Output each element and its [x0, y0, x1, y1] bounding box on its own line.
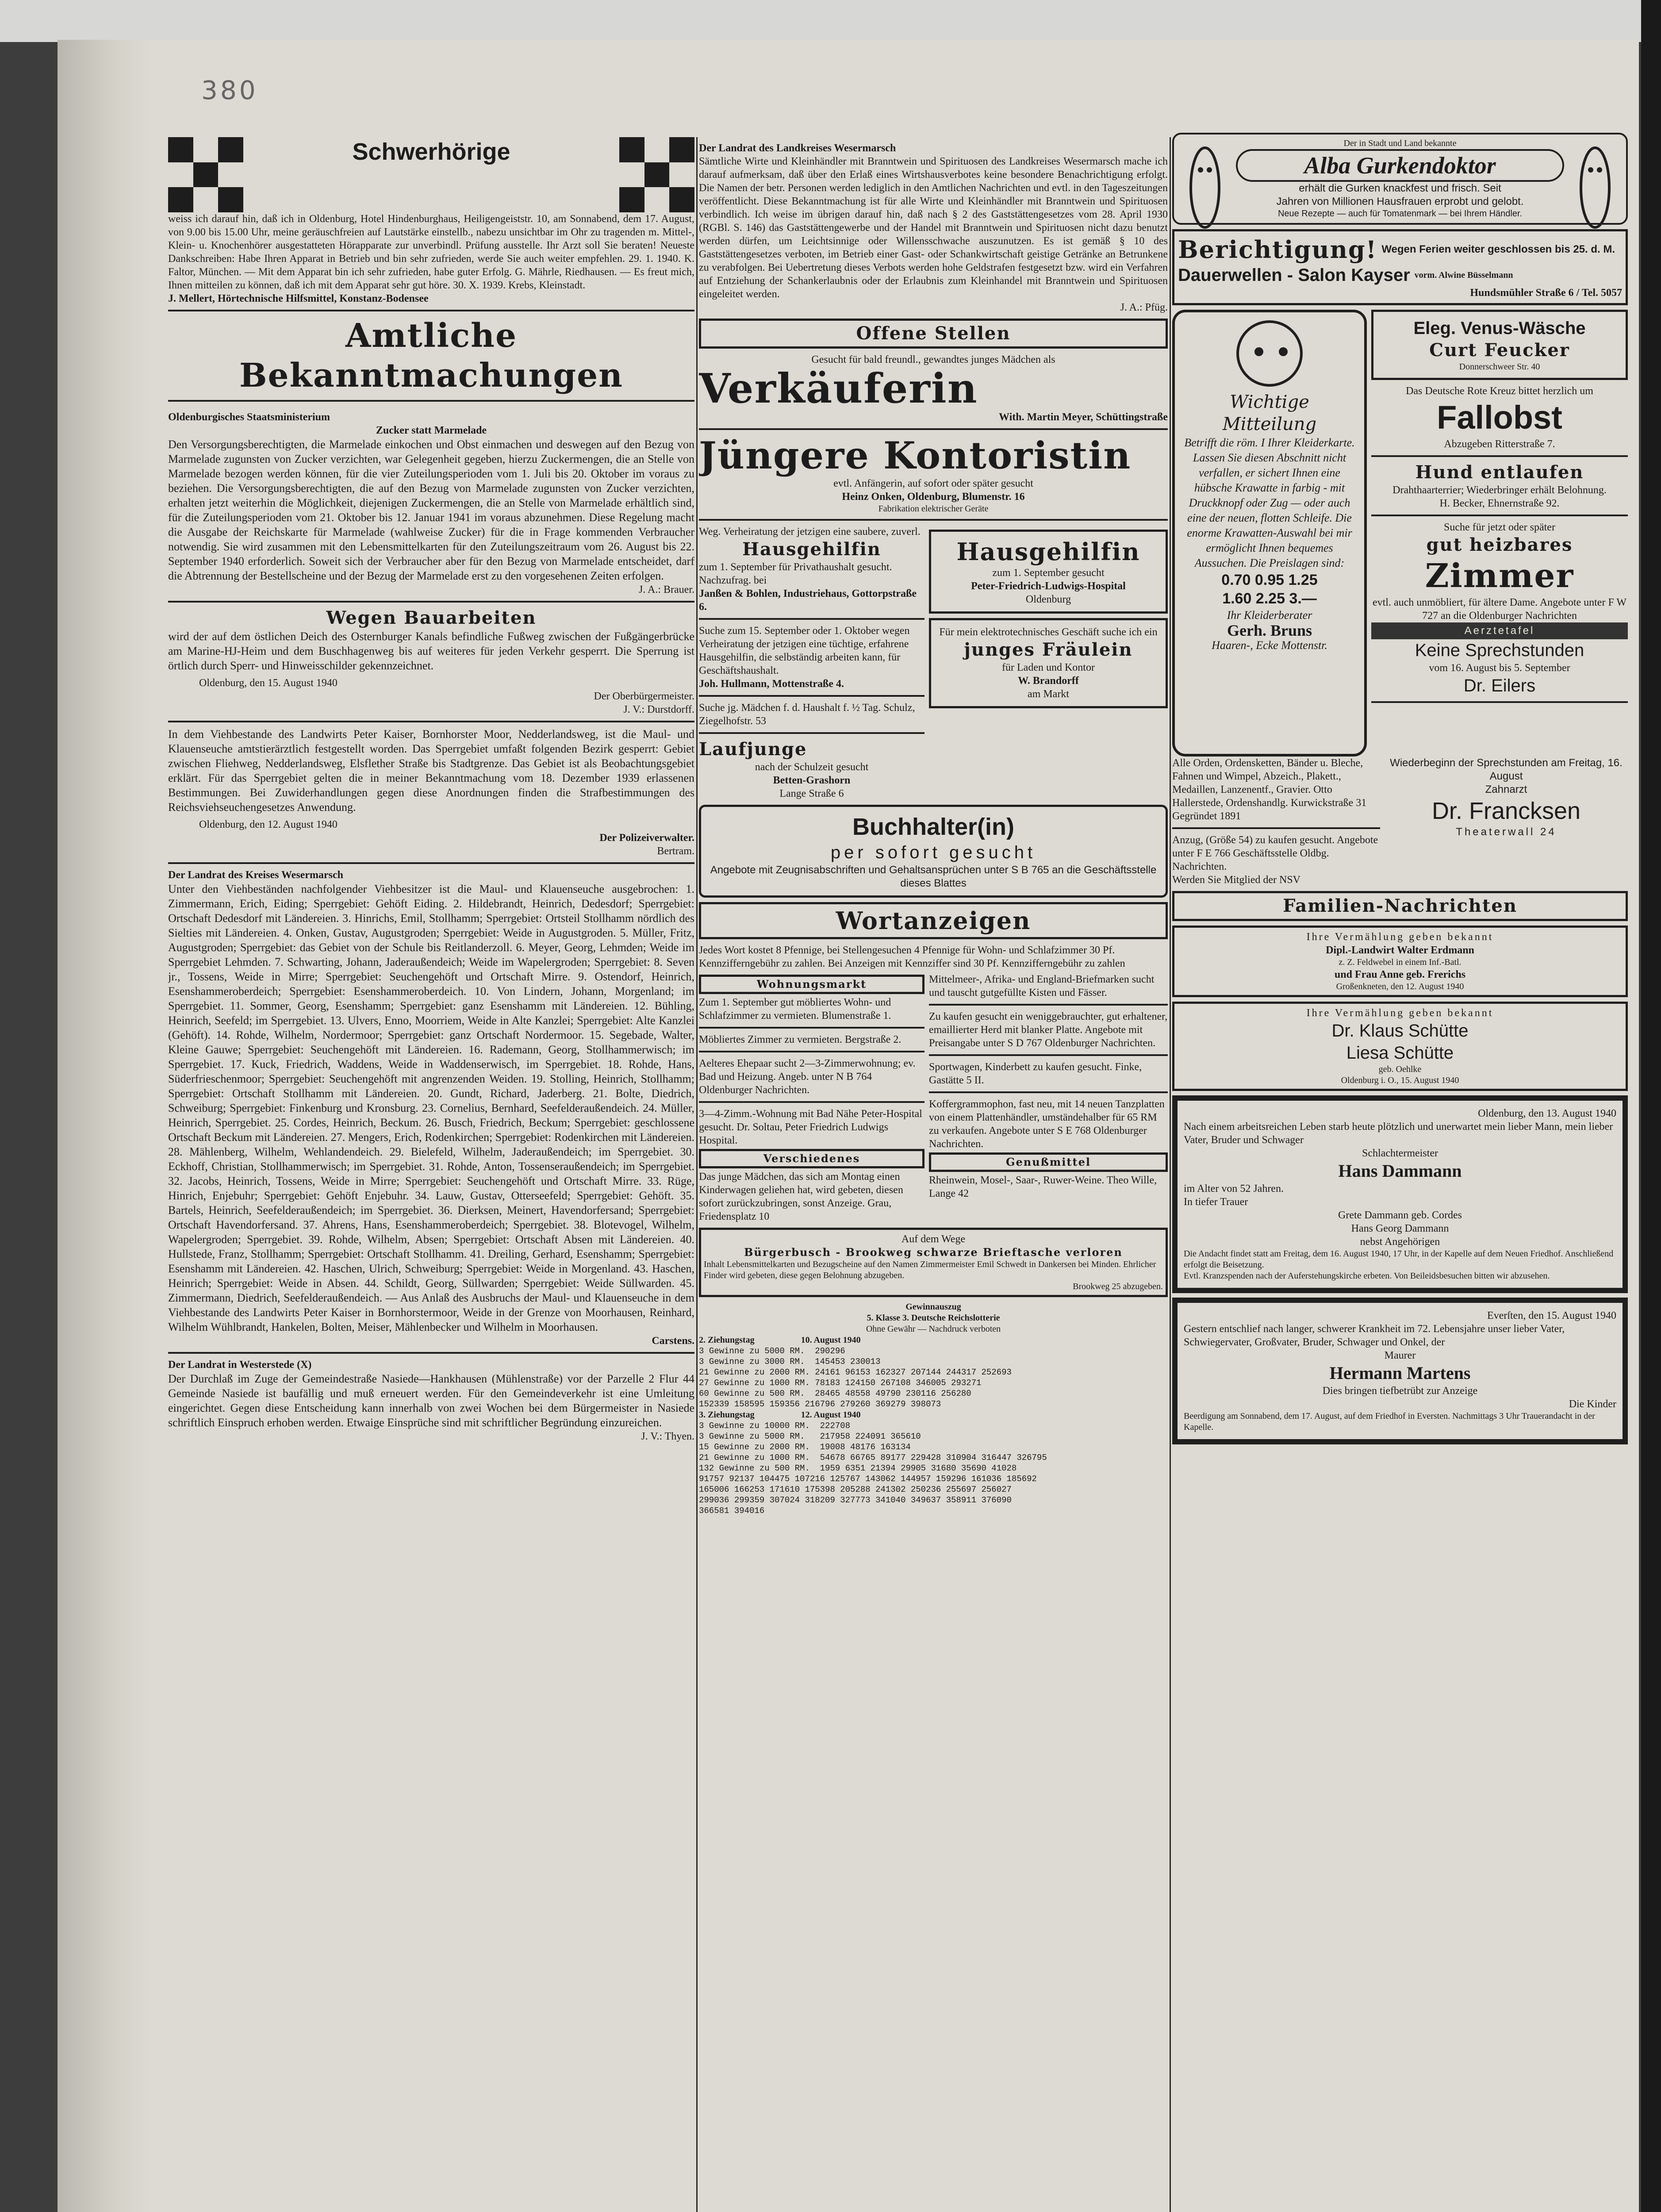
dog-address: H. Becker, Ehnernstraße 92.	[1439, 498, 1560, 509]
francksen-name: Dr. Francksen	[1431, 798, 1581, 824]
notice-body: Den Versorgungsberechtigten, die Marmelade einkochen und Obst einmachen und deswegen auf den Bezug von Marmelade zugunsten von Zucker verzichten, war Gelegenheit gegeben, hierzu Zuckermengen, die an Stelle von Marmelade bezogen werden können, für die vier Zuteilungsperioden vom 1. Juli bis 20. Oktober im voraus zu beziehen. Die Versorgungsberechtigten, die auf den Bezug von Marmelade zugunsten von Zucker verzichten, erhalten jetzt weiterhin die Möglichkeit, diejenigen Zuckermengen, die an Stelle von Marmelade erhältlich sind, für die Zuteilungsperioden vom 21. Oktober bis 12. Januar 1941 im voraus abzunehmen. Diese Regelung macht die Ausgabe der Reichskarte für Marmelade (wahlweise Zucker) für die in Frage kommenden Verbraucher notwendig. Sie wird zusammen mit den Lebensmittelkarten für den Zuteilungszeitraum vom 26. August bis 22. September 1940 erforderlich. Soweit sich der Verbraucher aber für den Bezug von Marmelade entscheidet, darf die Abtrennung der Bestellscheine und der Bezug der Marmelade erst zu den vorgesehenen Zeiten erfolgen.	[168, 438, 694, 582]
kayser-address: Hundsmühler Straße 6 / Tel. 5057	[1470, 287, 1622, 299]
death-mourning: In tiefer Trauer	[1184, 1196, 1248, 1208]
job-title: Hausgehilfin	[742, 539, 881, 560]
room-sub: gut heizbares	[1426, 534, 1573, 555]
room-title: Zimmer	[1425, 557, 1574, 595]
job-title: junges Fräulein	[964, 639, 1133, 660]
hearing-title: Schwerhörige	[352, 138, 510, 165]
lower-left	[1172, 757, 1380, 873]
ad-text: Betrifft die röm. I Ihrer Kleiderkarte. Lassen Sie diesen Abschnitt nicht verfallen, er sichert Ihnen eine hübsche Krawatte in farbig - mit Druckknopf oder Zug — oder auch eine der neuen, flotten Schleife. Die enorme Krawatten-Auswahl bei mir ermöglicht Ihnen bequemes Aussuchen. Die Preislagen sind:	[1184, 436, 1355, 569]
alba-text: Jahren von Millionen Hausfrauen erprobt und gelobt.	[1276, 196, 1524, 207]
job-location: Oldenburg	[1025, 594, 1071, 605]
death-date: Oldenburg, den 13. August 1940	[1478, 1108, 1616, 1119]
death-title: Maurer	[1384, 1350, 1416, 1361]
divider	[168, 862, 694, 864]
divider	[929, 1004, 1168, 1006]
notice-signature: J. A.: Pfüg.	[1120, 302, 1168, 313]
job-firm: Heinz Onken, Oldenburg, Blumenstr. 16	[842, 491, 1025, 503]
right-ads	[1371, 310, 1628, 757]
lottery-title: Gewinnauszug	[905, 1302, 961, 1312]
hearing-signature: J. Mellert, Hörtechnische Hilfsmittel, Konstanz-Bodensee	[168, 293, 429, 304]
job-text: Suche zum 15. September oder 1. Oktober wegen Verheiratung der jetzigen eine tüchtige, erfahrene Hausgehilfin, die selbständig arbeiten kann, für Geschäftshaushalt.	[699, 625, 910, 676]
face-drawing-icon	[1236, 320, 1303, 387]
notice-date: Oldenburg, den 12. August 1940	[199, 819, 338, 830]
notice-heading: Der Landrat des Kreises Wesermarsch	[168, 869, 343, 881]
divider	[699, 695, 924, 697]
divider	[1172, 827, 1380, 829]
death-name: Hermann Martens	[1329, 1363, 1471, 1383]
classified: Koffergrammophon, fast neu, mit 14 neuen Tanzplatten von einem Plattenhändler, umständehalber für 65 RM zu verkaufen. Angebote unter S E 768 Oldenburger Nachrichten.	[929, 1098, 1165, 1150]
family-header	[1172, 891, 1628, 921]
notice-body: Der Durchlaß im Zuge der Gemeindestraße Nasiede—Hankhausen (Mühlenstraße) vor der Parzelle 2 Flur 44 Gemeinde Nasiede ist baufällig und muß erneuert werden. Für den Gemeindeverkehr ist eine Umleitung eingerichtet. Gegen diese Entscheidung kann innerhalb von zwei Wochen bei dem Bürgermeister in Nasiede schriftlich Einspruch erhoben werden. Etwaige Einsprüche sind mit schriftlicher Begründung einzureichen.	[168, 1372, 694, 1429]
room-ad	[1371, 521, 1628, 622]
death-notice-2	[1172, 1298, 1628, 1444]
kayser-ad	[1172, 229, 1628, 305]
wedding-notice-2	[1172, 1002, 1628, 1091]
column-rule	[1170, 137, 1171, 2212]
lost-intro: Auf dem Wege	[901, 1233, 966, 1245]
classifieds-grid	[699, 973, 1168, 1223]
classifieds-left	[699, 973, 924, 1223]
lottery-note: Ohne Gewähr — Nachdruck verboten	[866, 1324, 1001, 1334]
jobs-grid	[699, 525, 1168, 800]
divider	[699, 1051, 924, 1052]
job-box	[929, 618, 1168, 708]
job-intro: Gesucht für bald freundl., gewandtes junges Mädchen als	[811, 354, 1055, 365]
notice-signature: Der Oberbürgermeister.	[594, 691, 694, 702]
bookkeeper-ad	[699, 805, 1168, 898]
job-firm: W. Brandorff	[1018, 675, 1079, 687]
lost-title: Bürgerbusch - Brookweg schwarze Brieftasche verloren	[744, 1246, 1123, 1259]
red-cross-ad	[1371, 384, 1628, 451]
eilers-ad	[1371, 639, 1628, 697]
death-funeral: Beerdigung am Sonnabend, dem 17. August, auf dem Friedhof in Eversten. Nachmittags 3 Uhr Trauerandacht in der Kapelle.	[1184, 1411, 1595, 1432]
job-title: Hausgehilfin	[956, 538, 1140, 566]
lottery-table: 3 Gewinne zu 10000 RM. 222708 3 Gewinne zu 5000 RM. 217958 224091 365610 15 Gewinne zu 2000 RM. 19008 48176 163134 21 Gewinne zu 1000 RM. 54678 66765 89177 229428 310904 316447 326795 132 Gewinne zu 500 RM. 1959 6351 21394 29905 31680 35690 41028 91757 92137 104475 107216 125767 143062 144957 159296 161036 185692 165006 166253 171610 175398 205288 241302 250236 255697 256027 299036 299359 307024 318209 327773 341040 349637 358911 376090 366581 394016	[699, 1421, 1047, 1516]
lost-item-ad	[699, 1228, 1168, 1297]
job-firm: With. Martin Meyer, Schüttingstraße	[999, 411, 1168, 423]
job-text: per sofort gesucht	[830, 843, 1036, 862]
nsv-line: Werden Sie Mitglied der NSV	[1172, 874, 1301, 886]
notice-date: Oldenburg, den 15. August 1940	[199, 677, 338, 689]
kayser-former: vorm. Alwine Büsselmann	[1414, 270, 1513, 280]
eilers-name: Dr. Eilers	[1463, 676, 1536, 695]
wedding-bride: und Frau Anne geb. Frerichs	[1334, 969, 1466, 980]
notice-subheading: Zucker statt Marmelade	[376, 425, 487, 436]
divider	[168, 400, 694, 402]
divider	[1371, 515, 1628, 516]
classified: 3—4-Zimm.-Wohnung mit Bad Nähe Peter-Hospital gesucht. Dr. Soltau, Peter Friedrich Ludwigs Hospital.	[699, 1108, 922, 1146]
classified: Rheinwein, Mosel-, Saar-, Ruwer-Weine. Theo Wille, Lange 42	[929, 1175, 1157, 1199]
death-text: Nach einem arbeitsreichen Leben starb heute plötzlich und unerwartet mein lieber Mann, mein lieber Vater, Bruder und Schwager	[1184, 1121, 1613, 1146]
section-title: Verschiedenes	[763, 1152, 860, 1165]
notice-body: Unter den Viehbeständen nachfolgender Viehbesitzer ist die Maul- und Klauenseuche ausgebrochen: 1. Zimmermann, Erich, Eiding; Sperrgebiet: Gehöft Eiding. 2. Hildebrandt, Heinrich, Dedesdorf; Sperrgebiet: Ortschaft Dedesdorf mit Ländereien. 3. Hinrichs, Emil, Stollhamm; Sperrgebiet: Ortsteil Stollhamm nördlich des Sielties mit Ländereien. 4. Onken, Gustav, Augustgroden; Sperrgebiet: Weide in Augustgroden. 5. Müller, Fritz, Augustgroden; Sperrgebiet: das Gebiet von der Schule bis Reitlanderzoll. 6. Meyer, Georg, Lehmden; Weide im Sperrgebiet Lehmden. 7. Schwarting, Johann, Jaderaußendeich; Weide im Wapelergroden; Sperrgebiet: 8. Seven jr., Tossens, Weide in Mirre; Sperrgebiet: Seuchengehöft und Ortschaft Mirre. 9. Ostendorf, Heinrich, Esenshammeroberdeich; Sperrgebiet: Esenshammeroberdeich. 10. Von Lindern, Johann, Morgenland; im Sperrgebiet. 11. Sommer, Georg, Esenshamm; Sperrgebiet: ganz Esenshamm mit Ländereien. 12. Bühling, Heinrich, Seefeld; im Sperrgebiet. 13. Ulvers, Enno, Moorriem, Weide in Alte Kanzlei; Sperrgebiet: Alte Kanzlei (Gehöft). 14. Rohde, Wilhelm, Nordermoor; Sperrgebiet: ganz Ortschaft Nordermoor. 15. Segebade, Walter, Kleine Gauwe; Sperrgebiet: Seuchengehöft mit Ländereien. 16. Rademann, Georg, Stollhammerwisch; im Sperrgebiet. 17. Kuck, Friedrich, Waddens, Weide in Waddenserwisch, im Sperrgebiet. 18. Rohde, Hans, Süderfrieschenmoor; Sperrgebiet: Seuchengehöft mit angrenzenden Weiden. 19. Stolling, Heinrich, Stollhamm; Sperrgebiet: Ortschaft Stollhamm mit Ländereien. 20. Gundt, Richard, Jaderberg. 21. Bolte, Diedrich, Schweiburg; Sperrgebiet: Finkenburg und Kronsburg. 23. Cornelius, Bernhard, Seefelderaußendeich. 24. Müller, Heinrich, Sperrgebiet. 25. Cordes, Heinrich, Beckum. 26. Busch, Friedrich, Beckum; Sperrgebiet: geschlossene Ortschaft Beckum mit Ländereien. 27. Mengers, Erich, Rodenkirchen; Sperrgebiet: Rodenkirchen mit Ländereien. 28. Mählenberg, Wilhelm, Wehlandendeich. 29. Bielefeld, Wilhelm, Jaderaußendeich; im Sperrgebiet. 30. Eckhoff, Christian, Stollhammerwisch; im Sperrgebiet. 31. Rohde, Anton, Tossenseraußendeich; im Sperrgebiet. 32. Jacobs, Heinrich, Tossens, Weide in Mirre; Sperrgebiet: Seuchengehöft und Ortschaft Mirre. 33. Rüge, Hinrich, Enjebuhr; Sperrgebiet: Gehöft Enjebuhr. 34. Lauw, Gustav, Otterseefeld; Sperrgebiet: Gehöft. 35. Bartels, Heinrich, Seefelderaußendeich; im Sperrgebiet. 36. Dierksen, Meinert, Havendorfersand; Sperrgebiet: Ortschaft Havendorfersand. 37. Ahrens, Hans, Esenshammeroberdeich; Sperrgebiet. 38. Blotevogel, Wilhelm, Wapelergroden; Sperrgebiet. 39. Rohde, Wilhelm, Absen; Sperrgebiet: Ortschaft Absen mit Ländereien. 40. Hullstede, Franz, Stollhamm; Sperrgebiet: Ortschaft Stollhamm. 41. Dreiling, Gerhard, Esenshamm; Sperrgebiet: Esenshamm mit Ländereien. 42. Haschen, Ulrich, Schweiburg; Sperrgebiet: Weide in Morgenland. 43. Haschen, Heinrich; Sperrgebiet: Weide in Absen. 44. Schildt, Georg, Süllwarden; Sperrgebiet: Weide Süllwarden. 45. Zimmermann, Diedrich, Seefelderaußendeich. — Aus Anlaß des Ausbruchs der Maul- und Klauenseuche in dem Viehbestande des Landwirts Peter Kaiser in Bornhorstermoor, Weide in der Grenze von Moorhausen, Reinhard, Wilhelm Wühlbrandt, Hankelen, Bolten, Meiser, Mählenbecker und Wilhelm in Moorhausen.	[168, 883, 694, 1333]
job-text: Suche jg. Mädchen f. d. Haushalt f. ½ Tag. Schulz, Ziegelhofstr. 53	[699, 702, 915, 727]
alba-text: Neue Rezepte — auch für Tomatenmark — bei Ihrem Händler.	[1277, 209, 1523, 219]
classified: Das junge Mädchen, das sich am Montag einen Kinderwagen geliehen hat, wird gebeten, diesen sofort zurückzubringen, sonst Anzeige. Grau, Friedensplatz 10	[699, 1171, 903, 1222]
divider	[699, 732, 924, 734]
column-rule	[696, 137, 698, 2212]
divider	[929, 1091, 1168, 1093]
job-location: Lange Straße 6	[779, 788, 844, 799]
divider	[1371, 701, 1628, 703]
wedding-groom: Dr. Klaus Schütte	[1331, 1021, 1469, 1041]
column-middle	[699, 142, 1168, 2194]
dog-ad	[1371, 461, 1628, 510]
dog-text: Drahthaarterrier; Wiederbringer erhält Belohnung.	[1392, 484, 1607, 496]
red-cross-text: Das Deutsche Rote Kreuz bittet herzlich um	[1406, 385, 1593, 397]
krawatte-ad	[1172, 310, 1367, 757]
job-text: Angebote mit Zeugnisabschriften und Gehaltsansprüchen unter S B 765 an die Geschäftsstelle dieses Blattes	[710, 864, 1157, 889]
divider	[168, 721, 694, 722]
death-family: Grete Dammann geb. Cordes Hans Georg Dammann nebst Angehörigen	[1338, 1210, 1462, 1248]
job-text: Weg. Verheiratung der jetzigen eine saubere, zuverl.	[699, 526, 921, 538]
lower-ads	[1172, 757, 1628, 873]
notice-signature: Carstens.	[652, 1335, 694, 1347]
francksen-text: Wiederbeginn der Sprechstunden am Freitag, 16. August	[1390, 757, 1623, 782]
venus-title: Eleg. Venus-Wäsche	[1413, 319, 1586, 338]
wedding-maiden: geb. Oehlke	[1378, 1064, 1422, 1074]
pickle-figure-icon	[1183, 139, 1227, 232]
divider	[1371, 455, 1628, 457]
job-firm: Betten-Grashorn	[773, 775, 851, 786]
alba-top: Der in Stadt und Land bekannte	[1343, 138, 1457, 148]
job-text: Für mein elektrotechnisches Geschäft suche ich ein	[939, 626, 1158, 638]
classifieds-right	[929, 973, 1168, 1223]
job-location: am Markt	[1028, 688, 1069, 700]
hearing-ad	[168, 137, 694, 212]
ad-prices: 0.70 0.95 1.25	[1221, 572, 1318, 588]
venus-ad	[1371, 310, 1628, 380]
pickle-figure-icon	[1573, 139, 1617, 232]
ad-prices: 1.60 2.25 3.—	[1222, 590, 1317, 607]
column-left	[168, 80, 694, 2177]
job-title: Verkäuferin	[699, 365, 978, 412]
notice-signature: Bertram.	[657, 845, 694, 857]
wedding-notice-1	[1172, 926, 1628, 997]
column-right	[1172, 133, 1628, 2203]
divider	[168, 310, 694, 311]
death-age: im Alter von 52 Jahren.	[1184, 1183, 1284, 1194]
notice-heading: Der Landrat des Landkreises Wesermarsch	[699, 142, 896, 154]
job-firm: Peter-Friedrich-Ludwigs-Hospital	[971, 580, 1126, 592]
section-title: Genußmittel	[1006, 1156, 1091, 1168]
notice-heading: Oldenburgisches Staatsministerium	[168, 411, 330, 423]
wedding-date: Oldenburg i. O., 15. August 1940	[1341, 1075, 1459, 1085]
hearing-text: weiss ich darauf hin, daß ich in Oldenburg, Hotel Hindenburghaus, Heiligengeiststr. 10, am Sonnabend, dem 17. August, von 9.00 bis 15.00 Uhr, meine geräuschfreien auf Lautstärke einstellb., nabezu unsichtbar im Ohr zu tragenden m. Mittel-, Klein- u. Knochenhörer ausgestatteten Hörapparate zur unverbindl. Prüfung ausstelle. Ihr Arzt soll Sie beraten! Neueste Dankschreiben: Habe Ihren Apparat in Betrieb und bin sehr zufrieden, werde Sie auch weiter empfehlen. 29. 1. 1940. K. Faltor, München. — Mit dem Apparat bin ich sehr zufrieden, habe guter Erfolg. G. Mährle, Riedhausen. — Es freut mich, Ihnen mitteilen zu können, daß ich mit dem Apparat sehr gut höre. 30. X. 1939. Krebs, Kleinstadt.	[168, 213, 694, 291]
venus-address: Donnerschweer Str. 40	[1459, 362, 1540, 372]
red-cross-address: Abzugeben Ritterstraße 7.	[1444, 438, 1555, 450]
mid-ads	[1172, 310, 1628, 757]
room-text: evtl. auch unmöbliert, für ältere Dame. Angebote unter F W 727 an die Oldenburger Nachrichten	[1372, 597, 1627, 622]
section-title: Offene Stellen	[856, 323, 1011, 344]
death-family: Die Kinder	[1569, 1398, 1616, 1410]
ad-script: Wichtige Mitteilung	[1222, 392, 1317, 434]
checker-logo-icon	[619, 137, 694, 212]
lottery-day: 2. Ziehungstag 10. August 1940	[699, 1335, 861, 1345]
classified: Zum 1. September gut möbliertes Wohn- und Schlafzimmer zu vermieten. Blumenstraße 1.	[699, 997, 891, 1022]
notice-body: In dem Viehbestande des Landwirts Peter Kaiser, Bornhorster Moor, Nedderlandsweg, ist die Maul- und Klauenseuche amtstierärztlich festgestellt worden. Das Sperrgebiet umfaßt folgenden Bezirk gesperrt: Gebiet zwischen Fliehweg, Nedderlandsweg, Elsflether Straße bis Stadtgrenze. Das Gebiet ist als Beobachtungsgebiet erklärt. Für das Sperrgebiet gelten die in meiner Bekanntmachung vom 18. Dezember 1939 erlassenen Bestimmungen. Bei Zuwiderhandlungen gegen diese Anordnungen finden die Strafbestimmungen des Reichsviehseuchengesetzes Anwendung.	[168, 728, 694, 814]
death-date: Everſten, den 15. August 1940	[1487, 1310, 1616, 1321]
divider	[699, 1101, 924, 1103]
divider	[929, 1054, 1168, 1056]
scan-background-top	[0, 0, 1661, 42]
notice-body: Sämtliche Wirte und Kleinhändler mit Branntwein und Spirituosen des Landkreises Wesermarsch mache ich darauf aufmerksam, daß über den Erlaß eines Wirtshausverbotes keine besondere Benachrichtigung erfolgt. Die Namen der betr. Personen werden lediglich in den Amtlichen Nachrichten und evtl. in den Tageszeitungen veröffentlicht. Diese Bekanntmachung ist für alle Wirte und Kleinhändler mit Branntwein und Spirituosen verbindlich. Ich weise im übrigen darauf hin, daß nach § 2 des Gaststättengesetzes vom 28. April 1930 (RGBl. S. 146) das Gaststättengewerbe und der Handel mit Branntwein und Spirituosen nicht dazu benutzt werden dürfen, um Leichtsinnige oder Willensschwache auszunutzen. Es ist gemäß § 10 des Gaststättengesetzes verboten, im Betrieb einer Gast- oder Schankwirtschaft geistige Getränke an Betrunkene zu verabfolgen. Bei Uebertretung dieses Verbots werden hohe Geldstrafen festgesetzt bzw. wird ein Verfahren auf Entziehung der Schankerlaubnis oder der Erlaubnis zum Kleinhandel mit Branntwein und Spirituosen eingeleitet werden.	[699, 156, 1168, 300]
section-title: Wortanzeigen	[836, 906, 1031, 935]
divider	[168, 601, 694, 603]
job-firm: Joh. Hullmann, Mottenstraße 4.	[699, 678, 844, 690]
lottery-table: 3 Gewinne zu 5000 RM. 290296 3 Gewinne zu 3000 RM. 145453 230013 21 Gewinne zu 2000 RM. 24161 96153 162327 207144 244317 252693 27 Gewinne zu 1000 RM. 78183 124150 267108 346005 293271 60 Gewinne zu 500 RM. 28465 48558 49790 230116 256280 152339 158595 159356 216796 279260 369279 398073	[699, 1346, 1012, 1409]
alba-title: Alba Gurkendoktor	[1236, 149, 1564, 182]
job-title: Laufjunge	[699, 739, 807, 760]
wedding-bride: Liesa Schütte	[1346, 1043, 1454, 1063]
classified: Zu kaufen gesucht ein weniggebrauchter, gut erhaltener, emaillierter Herd mit blanker Platte. Angebote mit Preisangabe unter S D 767 Oldenburger Nachrichten.	[929, 1011, 1168, 1049]
section-text: Jedes Wort kostet 8 Pfennige, bei Stellengesuchen 4 Pfennige für Wohn- und Schlafzimmer 30 Pf. Kennzifferngebühr zu zahlen. Bei Anzeigen mit Kennziffer sind 30 Pf. Kennzifferngebühr zu zahlen	[699, 945, 1125, 969]
alba-ad	[1172, 133, 1628, 225]
checker-logo-icon	[168, 137, 243, 212]
orden-ad: Alle Orden, Ordensketten, Bänder u. Bleche, Fahnen und Wimpel, Abzeich., Plakett., Medaillen, Lanzenentf., Gravier. Otto Hallerstede, Ordenshandlg. Kurwickstraße 31 Gegründet 1891	[1172, 757, 1367, 822]
notice-title: Wegen Bauarbeiten	[326, 607, 537, 628]
wedding-groom: Dipl.-Landwirt Walter Erdmann	[1326, 945, 1474, 956]
classified: Aelteres Ehepaar sucht 2—3-Zimmerwohnung; ev. Bad und Heizung. Angeb. unter N B 764 Oldenburger Nachrichten.	[699, 1058, 916, 1096]
venus-name: Curt Feucker	[1429, 340, 1570, 361]
job-box	[929, 530, 1168, 614]
job-sub: Fabrikation elektrischer Geräte	[878, 504, 989, 514]
classified: Mittelmeer-, Afrika- und England-Briefmarken sucht und tauscht gutgefüllte Kisten und Fässer.	[929, 974, 1155, 998]
divider	[699, 1027, 924, 1029]
death-mourning: Dies bringen tiefbetrübt zur Anzeige	[1322, 1385, 1478, 1397]
page-spine-shadow	[58, 40, 153, 2212]
kayser-closed: Wegen Ferien weiter geschlossen bis 25. d. M.	[1381, 243, 1615, 255]
death-name: Hans Dammann	[1338, 1161, 1462, 1181]
notice-body: wird der auf dem östlichen Deich des Osternburger Kanals befindliche Fußweg zwischen der Fußgängerbrücke am Marine-HJ-Heim und dem Buschhagenweg bis auf weiteres für jeden Verkehr gesperrt. Die Sperrung ist örtlich durch Sperr- und Hinweisschilder gekennzeichnet.	[168, 630, 694, 672]
francksen-ad	[1385, 757, 1628, 873]
room-text: Suche für jetzt oder später	[1444, 522, 1555, 533]
ad-firm: Gerh. Bruns	[1227, 622, 1312, 639]
notice-signature: Der Polizeiverwalter.	[599, 832, 694, 844]
lottery-heading: 5. Klasse 3. Deutsche Reichslotterie	[867, 1313, 1000, 1323]
divider	[699, 428, 1168, 430]
ad-address: Haaren-, Ecke Mottenstr.	[1212, 639, 1327, 652]
jobs-right	[929, 525, 1168, 800]
wedding-intro: Ihre Vermählung geben bekannt	[1306, 931, 1494, 943]
notice-signature: J. V.: Thyen.	[641, 1431, 694, 1442]
notice-heading: Der Landrat in Westerstede (X)	[168, 1359, 312, 1371]
classified: Möbliertes Zimmer zu vermieten. Bergstraße 2.	[699, 1034, 901, 1045]
job-text: zum 1. September für Privathaushalt gesucht. Nachzufrag. bei	[699, 561, 892, 586]
lost-text: Inhalt Lebensmittelkarten und Bezugscheine auf den Namen Zimmermeister Emil Schwedt in Dankersen bei Minden. Ehrlicher Finder wird gebeten, diese gegen Belohnung abzugeben.	[704, 1260, 1156, 1280]
francksen-title: Zahnarzt	[1485, 783, 1527, 795]
death-title: Schlachtermeister	[1362, 1148, 1438, 1159]
kayser-name: Dauerwellen - Salon Kayser	[1178, 265, 1410, 285]
job-title: Buchhalter(in)	[852, 814, 1014, 840]
death-note: Evtl. Kranzspenden nach der Auferstehungskirche erbeten. Von Beileidsbesuchen bitten wir abzusehen.	[1184, 1271, 1550, 1281]
kayser-correction: Berichtigung!	[1178, 235, 1377, 264]
dog-title: Hund entlaufen	[1415, 462, 1584, 483]
red-cross-title: Fallobst	[1437, 399, 1562, 436]
eilers-title: Keine Sprechstunden	[1415, 641, 1584, 660]
job-text: evtl. Anfängerin, auf sofort oder später gesucht	[833, 478, 1033, 489]
ad-sign: Ihr Kleiderberater	[1227, 609, 1312, 622]
notice-signature: J. A.: Brauer.	[639, 584, 694, 595]
scan-background-right	[1641, 0, 1661, 2212]
alba-text: erhält die Gurken knackfest und frisch. Seit	[1299, 182, 1501, 194]
jobs-left	[699, 525, 924, 800]
divider	[168, 1352, 694, 1354]
offene-stellen-header	[699, 319, 1168, 349]
classified: Sportwagen, Kinderbett zu kaufen gesucht. Finke, Gastätte 5 II.	[929, 1061, 1142, 1086]
job-text: zum 1. September gesucht	[992, 567, 1105, 579]
divider	[699, 618, 924, 620]
doctors-header: Aerztetafel	[1371, 622, 1628, 639]
job-text: für Laden und Kontor	[1002, 662, 1095, 673]
death-notice-1	[1172, 1095, 1628, 1293]
section-title: Wohnungsmarkt	[756, 978, 867, 991]
job-firm: Janßen & Bohlen, Industriehaus, Gottorpstraße 6.	[699, 588, 917, 613]
francksen-address: Theaterwall 24	[1456, 826, 1557, 838]
death-funeral: Die Andacht findet statt am Freitag, dem 16. August 1940, 17 Uhr, in der Kapelle auf dem Neuen Friedhof. Anschließend erfolgt die Beisetzung.	[1184, 1249, 1614, 1270]
lost-location: Brookweg 25 abzugeben.	[1073, 1282, 1163, 1291]
death-text: Gestern entschlief nach langer, schwerer Krankheit im 72. Lebensjahre unser lieber Vater, Schwiegervater, Großvater, Bruder, Schwager und Onkel, der	[1184, 1323, 1565, 1348]
suit-ad: Anzug, (Größe 54) zu kaufen gesucht. Angebote unter F E 766 Geschäftsstelle Oldbg. Nachrichten.	[1172, 834, 1378, 872]
divider	[699, 519, 1168, 521]
notice-signature: J. V.: Durstdorff.	[623, 704, 694, 715]
page-number: 380	[201, 75, 258, 105]
wortanzeigen-header	[699, 902, 1168, 939]
job-title: Jüngere Kontoristin	[699, 434, 1132, 477]
job-text: nach der Schulzeit gesucht	[755, 761, 869, 773]
wedding-intro: Ihre Vermählung geben bekannt	[1306, 1007, 1494, 1019]
section-title: Amtliche Bekanntmachungen	[239, 317, 623, 395]
eilers-dates: vom 16. August bis 5. September	[1429, 662, 1570, 674]
wedding-rank: z. Z. Feldwebel in einem Inf.-Batl.	[1339, 957, 1462, 967]
wedding-date: Großenkneten, den 12. August 1940	[1336, 982, 1464, 991]
lottery-day: 3. Ziehungstag 12. August 1940	[699, 1410, 861, 1420]
section-title: Familien-Nachrichten	[1283, 895, 1517, 916]
